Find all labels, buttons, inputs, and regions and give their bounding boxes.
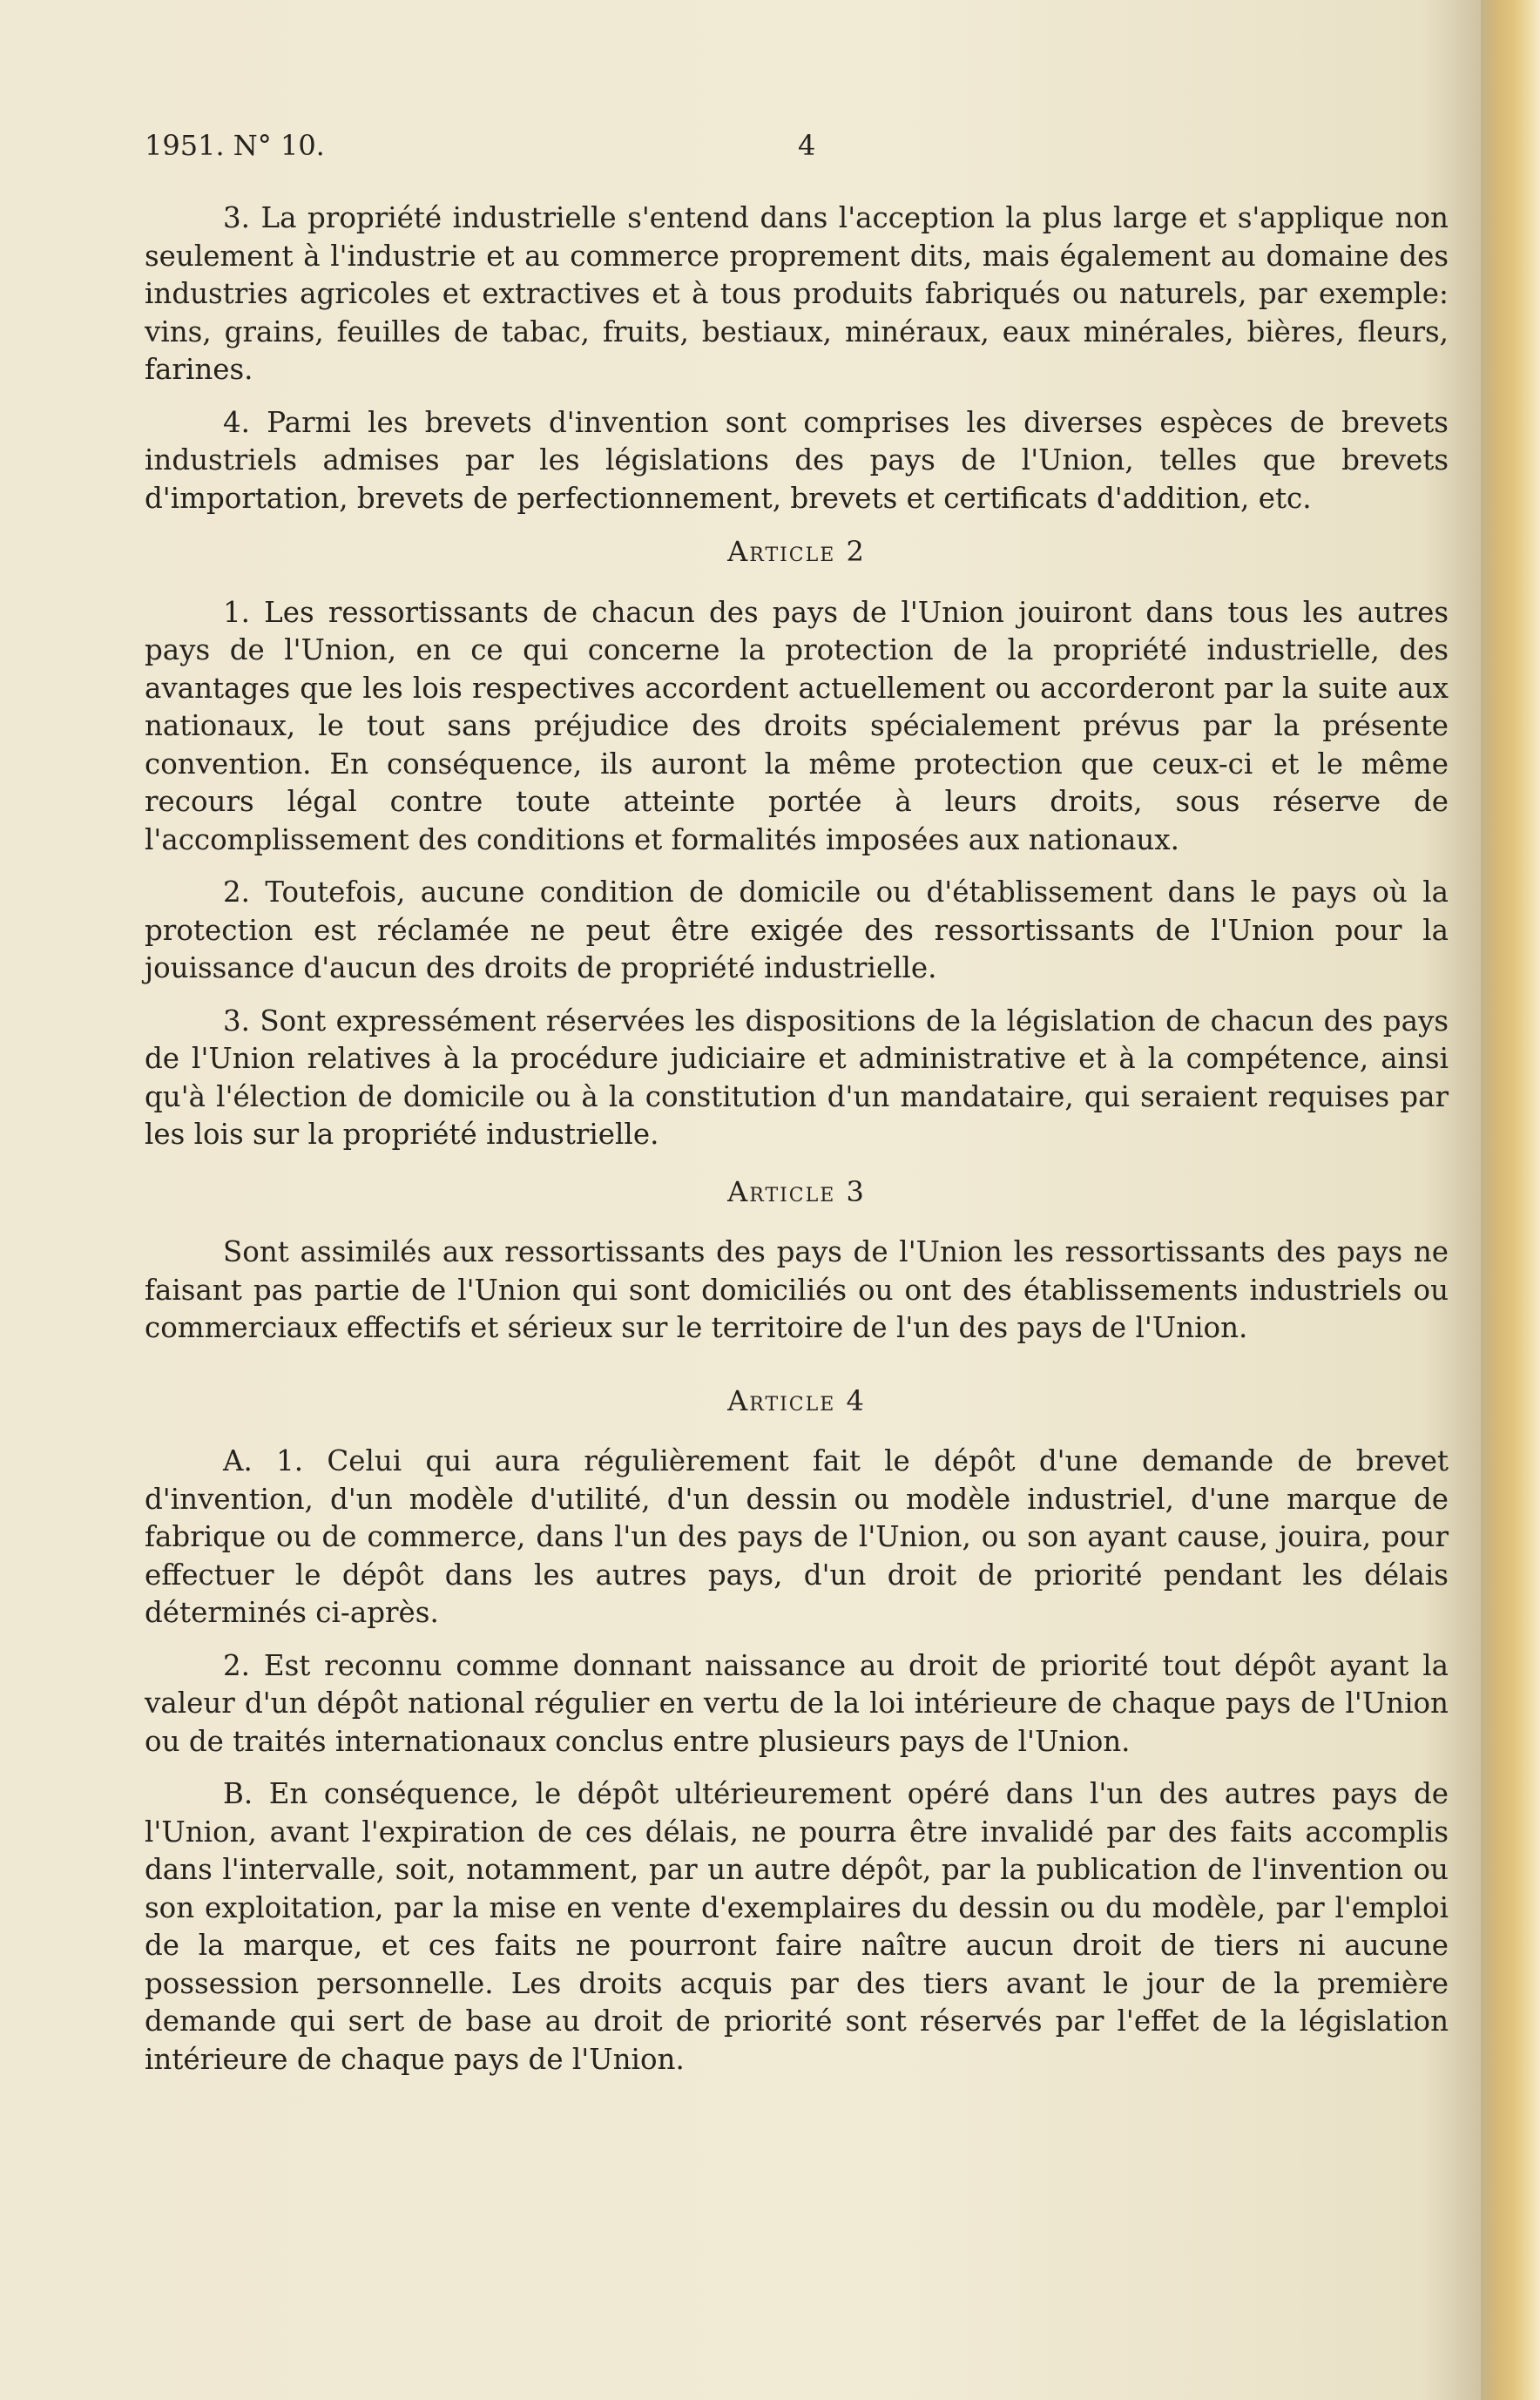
article-2-paragraph-3: 3. Sont expressément réservées les dispositions de la législation de chacun des pays de l'Union relatives à la procédure judiciaire et administrative et à la compétence, ainsi qu'à l'élection de domicile ou à la constitution d'un mandataire, qui seraient requises par les lois sur la propriété industrielle. (145, 1004, 1449, 1151)
article-4-paragraph-b: B. En conséquence, le dépôt ultérieurement opéré dans l'un des autres pays de l'Union, avant l'expiration de ces délais, ne pourra être invalidé par des faits accomplis dans l'intervalle, soit, notamment, par un autre dépôt, par la publication de l'invention ou son exploitation, par la mise en vente d'exemplaires du dessin ou du modèle, par l'emploi de la marque, et ces faits ne pourront faire naître aucun droit de tiers ni aucune possession personnelle. Les droits acquis par des tiers avant le jour de la première demande qui sert de base au droit de priorité sont réservés par l'effet de la législation intérieure de chaque pays de l'Union. (145, 1777, 1449, 2076)
article-4-paragraph-a2: 2. Est reconnu comme donnant naissance au droit de priorité tout dépôt ayant la valeur d'un dépôt national régulier en vertu de la loi intérieure de chaque pays de l'Union ou de traités internationaux conclus entre plusieurs pays de l'Union. (145, 1648, 1449, 1758)
article-2-heading: Article 2 (727, 535, 866, 568)
body-text (145, 199, 1449, 2093)
article-4-paragraph-a1: A. 1. Celui qui aura régulièrement fait le dépôt d'une demande de brevet d'invention, d'un modèle d'utilité, d'un dessin ou modèle industriel, d'une marque de fabrique ou de commerce, dans l'un des pays de l'Union, ou son ayant cause, jouira, pour effectuer le dépôt dans les autres pays, d'un droit de priorité pendant les délais déterminés ci-après. (145, 1444, 1449, 1629)
paragraph-4-patents: 4. Parmi les brevets d'invention sont comprises les diverses espèces de brevets industriels admises par les législations des pays de l'Union, telles que brevets d'importation, brevets de perfectionnement, brevets et certificats d'addition, etc. (145, 405, 1449, 515)
running-header (145, 129, 1451, 172)
page-number: 4 (798, 129, 816, 162)
article-2-paragraph-2: 2. Toutefois, aucune condition de domicile ou d'établissement dans le pays où la protection est réclamée ne peut être exigée des ressortissants de l'Union pour la jouissance d'aucun des droits de propriété industrielle. (145, 875, 1449, 984)
article-3-heading: Article 3 (727, 1174, 866, 1208)
book-binding-gutter (1481, 0, 1540, 2400)
article-4-heading: Article 4 (727, 1383, 866, 1417)
paragraph-3-industrial-property: 3. La propriété industrielle s'entend dans l'acception la plus large et s'applique non seulement à l'industrie et au commerce proprement dits, mais également au domaine des industries agricoles et extractives et à tous produits fabriqués ou naturels, par exemple: vins, grains, feuilles de tabac, fruits, bestiaux, minéraux, eaux minérales, bières, fleurs, farines. (145, 201, 1449, 386)
article-3-paragraph: Sont assimilés aux ressortissants des pays de l'Union les ressortissants des pays ne faisant pas partie de l'Union qui sont domiciliés ou ont des établissements industriels ou commerciaux effectifs et sérieux sur le territoire de l'un des pays de l'Union. (145, 1235, 1449, 1344)
year-and-number: 1951. N° 10. (145, 129, 325, 162)
article-2-paragraph-1: 1. Les ressortissants de chacun des pays de l'Union jouiront dans tous les autres pays de l'Union, en ce qui concerne la protection de la propriété industrielle, des avantages que les lois respectives accordent actuellement ou accorderont par la suite aux nationaux, le tout sans préjudice des droits spécialement prévus par la présente convention. En conséquence, ils auront la même protection que ceux-ci et le même recours légal contre toute atteinte portée à leurs droits, sous réserve de l'accomplissement des conditions et formalités imposées aux nationaux. (145, 595, 1449, 856)
